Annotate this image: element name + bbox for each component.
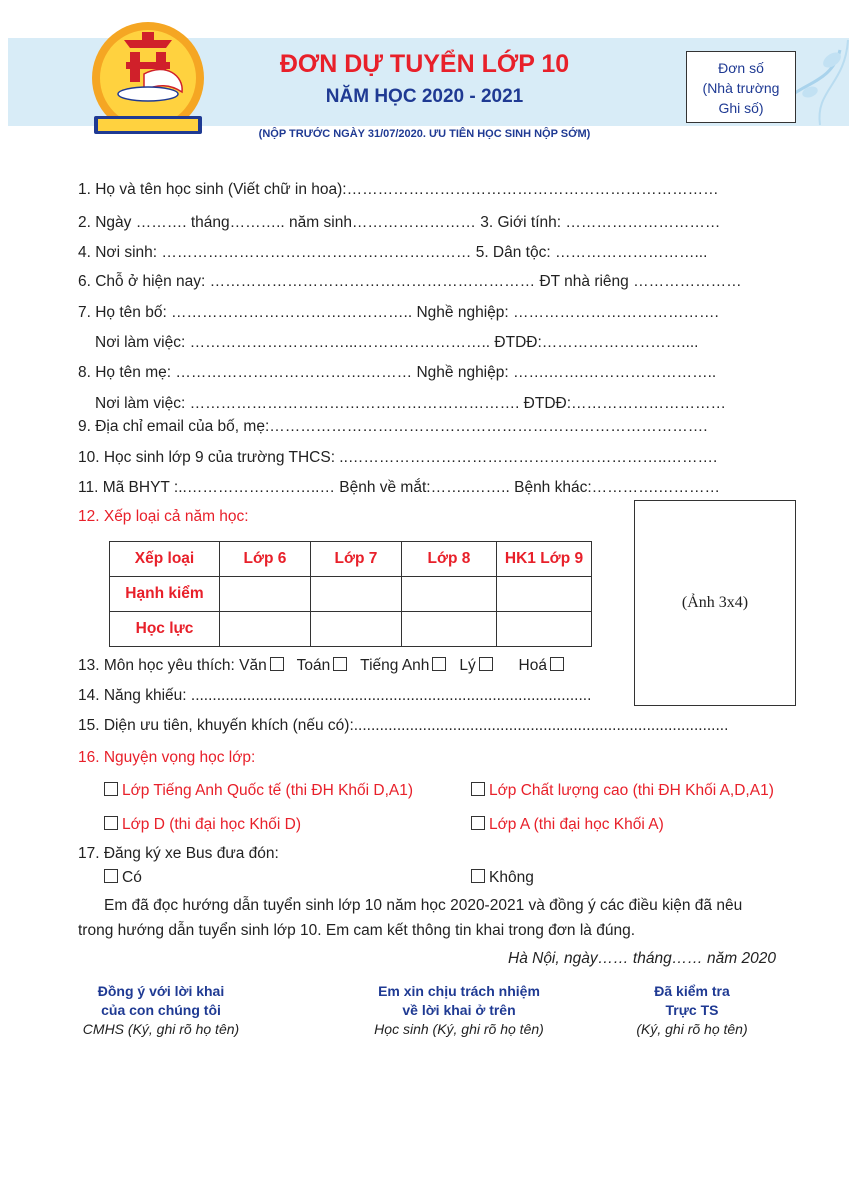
table-cell[interactable]: [311, 612, 402, 647]
signature-parent: [66, 982, 256, 1039]
option-bus-no[interactable]: [471, 869, 534, 887]
checkbox-toan[interactable]: [333, 657, 347, 671]
option-class-d[interactable]: [104, 816, 301, 834]
field-birthdate-gender[interactable]: 2. Ngày ………. tháng……….. năm sinh…………………… 3. Giới tính: …………………………: [78, 214, 721, 231]
checkbox-bus-no[interactable]: [471, 869, 485, 883]
bus-heading: 17. Đăng ký xe Bus đưa đón:: [78, 845, 279, 862]
school-logo: [86, 18, 210, 142]
commitment-line-2: trong hướng dẫn tuyển sinh lớp 10. Em cam kết thông tin khai trong đơn là đúng.: [78, 922, 636, 939]
checkbox-ly[interactable]: [479, 657, 493, 671]
option-intl-class[interactable]: [104, 782, 413, 800]
field-father[interactable]: 7. Họ tên bố: ……………………………………….. Nghề nghiệp: ………………………………….: [78, 304, 719, 321]
parent-agree-1: Đồng ý với lời khai: [97, 983, 225, 999]
subjects-label: 13. Môn học yêu thích: Văn: [78, 657, 267, 674]
application-number-box: [686, 51, 796, 123]
bus-yes-label: Có: [122, 869, 142, 886]
option-d-label: Lớp D (thi đại học Khối D): [122, 816, 302, 833]
subject-tieng-anh: Tiếng Anh: [360, 657, 430, 674]
school-year: NĂM HỌC 2020 - 2021: [325, 86, 524, 107]
row-label-conduct: Hạnh kiểm: [110, 577, 220, 612]
field-mother-workplace[interactable]: Nơi làm việc: ………………………………………………………. ĐTDĐ:…………………………: [95, 395, 727, 412]
checkbox-bus-yes[interactable]: [104, 869, 118, 883]
option-class-a[interactable]: [471, 816, 664, 834]
table-cell[interactable]: [220, 612, 311, 647]
place-date: Hà Nội, ngày…… tháng…… năm 2020: [508, 950, 776, 967]
don-so-label: Đơn số: [718, 60, 764, 76]
favorite-subjects: [78, 657, 564, 675]
grades-heading: 12. Xếp loại cả năm học:: [78, 508, 249, 525]
checkbox-clc[interactable]: [471, 782, 485, 796]
field-parent-email[interactable]: 9. Địa chỉ email của bố, mẹ:………………………………………………………………………….: [78, 418, 708, 435]
option-intl-label: Lớp Tiếng Anh Quốc tế (thi ĐH Khối D,A1): [122, 782, 414, 799]
parent-sign-note: CMHS (Ký, ghi rõ họ tên): [82, 1021, 240, 1037]
checkbox-intl[interactable]: [104, 782, 118, 796]
signature-checker: [612, 982, 772, 1039]
checker-sign-note: (Ký, ghi rõ họ tên): [636, 1021, 748, 1037]
don-so-note-2: Ghi số): [718, 100, 764, 116]
table-header: Lớp 8: [402, 542, 497, 577]
table-header-row: [110, 542, 592, 577]
student-commit-2: về lời khai ở trên: [402, 1002, 516, 1018]
field-middle-school[interactable]: 10. Học sinh lớp 9 của trường THCS: ..……………………………………………………..……….: [78, 449, 718, 466]
subject-hoa: Hoá: [518, 657, 547, 674]
photo-label: (Ảnh 3x4): [681, 594, 749, 611]
bus-no-label: Không: [489, 869, 534, 886]
table-cell[interactable]: [311, 577, 402, 612]
form-title: ĐƠN DỰ TUYỂN LỚP 10: [279, 50, 570, 78]
don-so-note-1: (Nhà trường: [702, 80, 780, 96]
field-insurance-health[interactable]: 11. Mã BHYT :..……………………..… Bệnh về mắt:……..…….. Bệnh khác:………….…………: [78, 479, 720, 496]
subject-ly: Lý: [459, 657, 476, 674]
field-birthplace-ethnicity[interactable]: 4. Nơi sinh: …………………………………………………… 5. Dân tộc: ………………………...: [78, 244, 708, 261]
option-clc-label: Lớp Chất lượng cao (thi ĐH Khối A,D,A1): [489, 782, 774, 799]
checkbox-van[interactable]: [270, 657, 284, 671]
grades-table: [109, 541, 592, 647]
checkbox-d[interactable]: [104, 816, 118, 830]
table-cell[interactable]: [497, 612, 592, 647]
photo-box: [634, 500, 796, 706]
signature-student: [352, 982, 566, 1039]
checker-2: Trực TS: [665, 1002, 719, 1018]
option-a-label: Lớp A (thi đại học Khối A): [489, 816, 664, 833]
option-high-quality-class[interactable]: [471, 782, 774, 800]
field-priority[interactable]: 15. Diện ưu tiên, khuyến khích (nếu có):.......................................................................................: [78, 717, 729, 734]
student-sign-note: Học sinh (Ký, ghi rõ họ tên): [374, 1021, 544, 1037]
field-address-phone[interactable]: 6. Chỗ ở hiện nay: ……………………………………………………… ĐT nhà riêng …………………: [78, 273, 742, 290]
table-row: [110, 577, 592, 612]
table-row: [110, 612, 592, 647]
table-header: HK1 Lớp 9: [497, 542, 592, 577]
commitment-line-1: Em đã đọc hướng dẫn tuyển sinh lớp 10 năm học 2020-2021 và đồng ý các điều kiện đã nêu: [104, 897, 743, 914]
table-cell[interactable]: [402, 577, 497, 612]
checker-1: Đã kiểm tra: [654, 983, 730, 999]
checkbox-a[interactable]: [471, 816, 485, 830]
parent-agree-2: của con chúng tôi: [101, 1002, 221, 1018]
table-header: Xếp loại: [110, 542, 220, 577]
table-cell[interactable]: [497, 577, 592, 612]
option-bus-yes[interactable]: [104, 869, 142, 887]
table-cell[interactable]: [402, 612, 497, 647]
field-full-name[interactable]: 1. Họ và tên học sinh (Viết chữ in hoa):………………………………………………………………: [78, 181, 719, 198]
checkbox-tieng-anh[interactable]: [432, 657, 446, 671]
table-cell[interactable]: [220, 577, 311, 612]
field-talent[interactable]: 14. Năng khiếu: .............................................................................................: [78, 687, 592, 704]
class-preference-heading: 16. Nguyện vọng học lớp:: [78, 749, 256, 766]
field-mother[interactable]: 8. Họ tên mẹ: ……………………………….……… Nghề nghiệp: …….…….……………………..: [78, 364, 717, 381]
student-commit-1: Em xin chịu trách nhiệm: [378, 983, 540, 999]
row-label-academic: Học lực: [110, 612, 220, 647]
table-header: Lớp 7: [311, 542, 402, 577]
checkbox-hoa[interactable]: [550, 657, 564, 671]
submission-note: (NỘP TRƯỚC NGÀY 31/07/2020. ƯU TIÊN HỌC SINH NỘP SỚM): [258, 128, 591, 140]
subject-toan: Toán: [296, 657, 331, 674]
table-header: Lớp 6: [220, 542, 311, 577]
field-father-workplace[interactable]: Nơi làm việc: …………………………...…………………….. ĐTDĐ:………………………....: [95, 334, 699, 351]
